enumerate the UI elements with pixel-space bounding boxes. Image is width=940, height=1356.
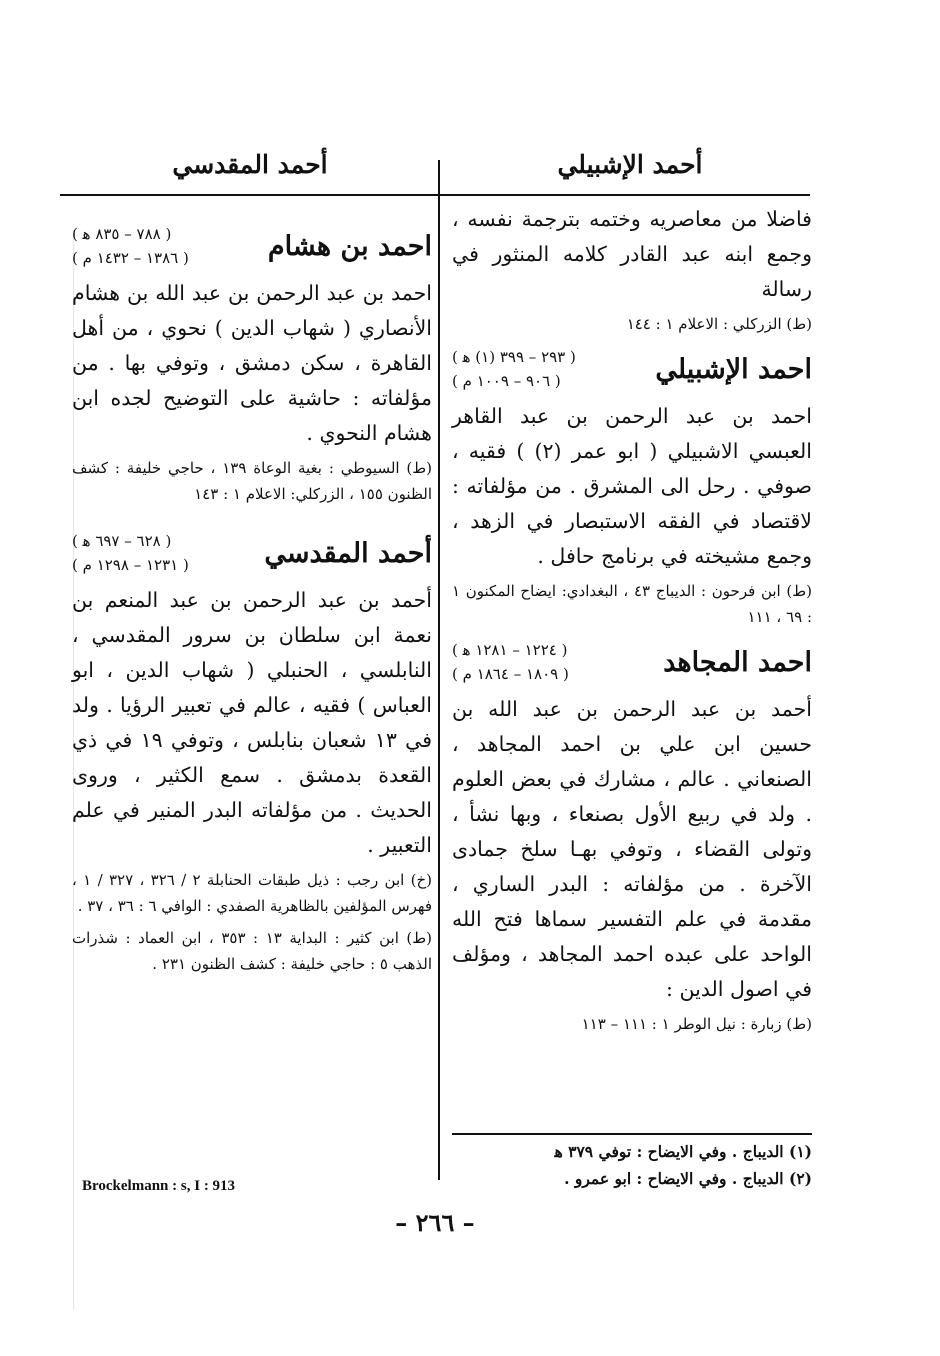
continued-paragraph: فاضلا من معاصريه وختمه بترجمة نفسه ، وجمع ابنه عبد القادر كلامه المنثور في رسالة [452, 207, 812, 301]
footnote-1: (١) الديباج . وفي الايضاح : توفي ٣٧٩ ﻫ [554, 1142, 812, 1161]
entry-dates [72, 529, 189, 577]
dates-hijri: ( ٦٢٨ – ٦٩٧ ﻫ ) [72, 532, 172, 550]
entry-text: احمد بن عبد الرحمن بن عبد القاهر العبسي الاشبيلي ( ابو عمر (٢) ) فقيه ، صوفي . رحل الى المشرق . من مؤلفاته : لاقتصاد في الفقه الاستبصار في الزهد ، وجمع مشيخته في برنامج حافل . [452, 404, 812, 568]
source-note: (ط) ابن فرحون : الديباج ٤٣ ، البغدادي: ايضاح المكنون ١ : ٦٩ ، ١١١ [452, 582, 812, 626]
column-divider [438, 160, 440, 1180]
right-column [452, 202, 812, 1043]
entry-heading [452, 638, 812, 686]
entry-text: احمد بن عبد الرحمن بن عبد الله بن هشام الأنصاري ( شهاب الدين ) نحوي ، من أهل القاهرة ، سكن دمشق ، وتوفي بها . من مؤلفاته : حاشية على التوضيح لجده ابن هشام النحوي . [72, 281, 432, 445]
entry-name: احمد الإشبيلي [655, 353, 812, 385]
source-note: (ط) الزركلي : الاعلام ١ : ١٤٤ [626, 315, 812, 333]
entry-ibn-hisham [72, 222, 432, 507]
source-note: (خ) ابن رجب : ذيل طبقات الحنابلة ٢ / ٣٢٦ ، ٣٢٧ / ١ ، فهرس المؤلفين بالظاهرية الصفدي : الوافي ٦ : ٣٦ ، ٣٧ . [72, 871, 433, 915]
footnotes [452, 1138, 812, 1192]
dates-hijri: ( ٢٩٣ – ٣٩٩ (١) ﻫ ) [452, 348, 576, 366]
latin-reference: Brockelmann : s, I : 913 [82, 1178, 236, 1194]
entry-mujahid [452, 638, 812, 1037]
entry-name: أحمد المقدسي [264, 537, 432, 569]
dates-ad: ( ١٨٠٩ – ١٨٦٤ م ) [452, 665, 569, 683]
running-header-left: أحمد المقدسي [172, 150, 328, 179]
entry-name: احمد بن هشام [267, 230, 432, 262]
page-number: – ٢٦٦ – [395, 1208, 475, 1237]
entry-dates [72, 222, 189, 270]
dates-ad: ( ١٢٣١ – ١٢٩٨ م ) [72, 556, 189, 574]
header-divider [60, 194, 810, 196]
source-note: (ط) زبارة : نيل الوطر ١ : ١١١ – ١١٣ [581, 1015, 812, 1033]
entry-heading [72, 529, 432, 577]
running-header-right: أحمد الإشبيلي [557, 150, 703, 179]
entry-heading [72, 222, 432, 270]
footnote-2: (٢) الديباج . وفي الايضاح : ابو عمرو . [564, 1169, 812, 1188]
dates-hijri: ( ١٢٢٤ – ١٢٨١ ﻫ ) [452, 641, 568, 659]
left-column [72, 214, 432, 983]
entry-dates [452, 638, 569, 686]
dates-ad: ( ٩٠٦ – ١٠٠٩ م ) [452, 372, 561, 390]
dates-ad: ( ١٣٨٦ – ١٤٣٢ م ) [72, 249, 189, 267]
footnote-divider [452, 1133, 812, 1135]
entry-heading [452, 345, 812, 393]
entry-ishbili [452, 345, 812, 630]
entry-text: أحمد بن عبد الرحمن بن عبد المنعم بن نعمة ابن سلطان بن سرور المقدسي ، النابلسي ، الحنبلي ( شهاب الدين ، ابو العباس ) فقيه ، عالم في تعبير الرؤيا . ولد في ١٣ شعبان بنابلس ، وتوفي ١٩ في ذي القعدة بدمشق . سمع الكثير ، وروى الحديث . من مؤلفاته البدر المنير في علم التعبير . [72, 588, 433, 857]
source-note: (ط) السيوطي : بغية الوعاة ١٣٩ ، حاجي خليفة : كشف الظنون ١٥٥ ، الزركلي: الاعلام ١ : ١٤٣ [72, 459, 432, 503]
entry-text: أحمد بن عبد الرحمن بن عبد الله بن حسين ابن علي بن احمد المجاهد ، الصنعاني . عالم ، مشارك في بعض العلوم . ولد في ربيع الأول بصنعاء ، وبها نشأ ، وتولى القضاء ، وتوفي بهـا سلخ جمادى الآخرة . من مؤلفاته : البدر الساري ، مقدمة في علم التفسير سماها فتح الله الواحد على عبده احمد المجاهد ، ومؤلف في اصول الدين : [452, 697, 812, 1001]
entry-dates [452, 345, 576, 393]
dates-hijri: ( ٧٨٨ – ٨٣٥ ﻫ ) [72, 225, 172, 243]
source-note: (ط) ابن كثير : البداية ١٣ : ٣٥٣ ، ابن العماد : شذرات الذهب ٥ : حاجي خليفة : كشف الظنون ٢٣١ . [72, 929, 432, 973]
entry-name: احمد المجاهد [663, 646, 812, 678]
entry-maqdisi [72, 529, 432, 977]
